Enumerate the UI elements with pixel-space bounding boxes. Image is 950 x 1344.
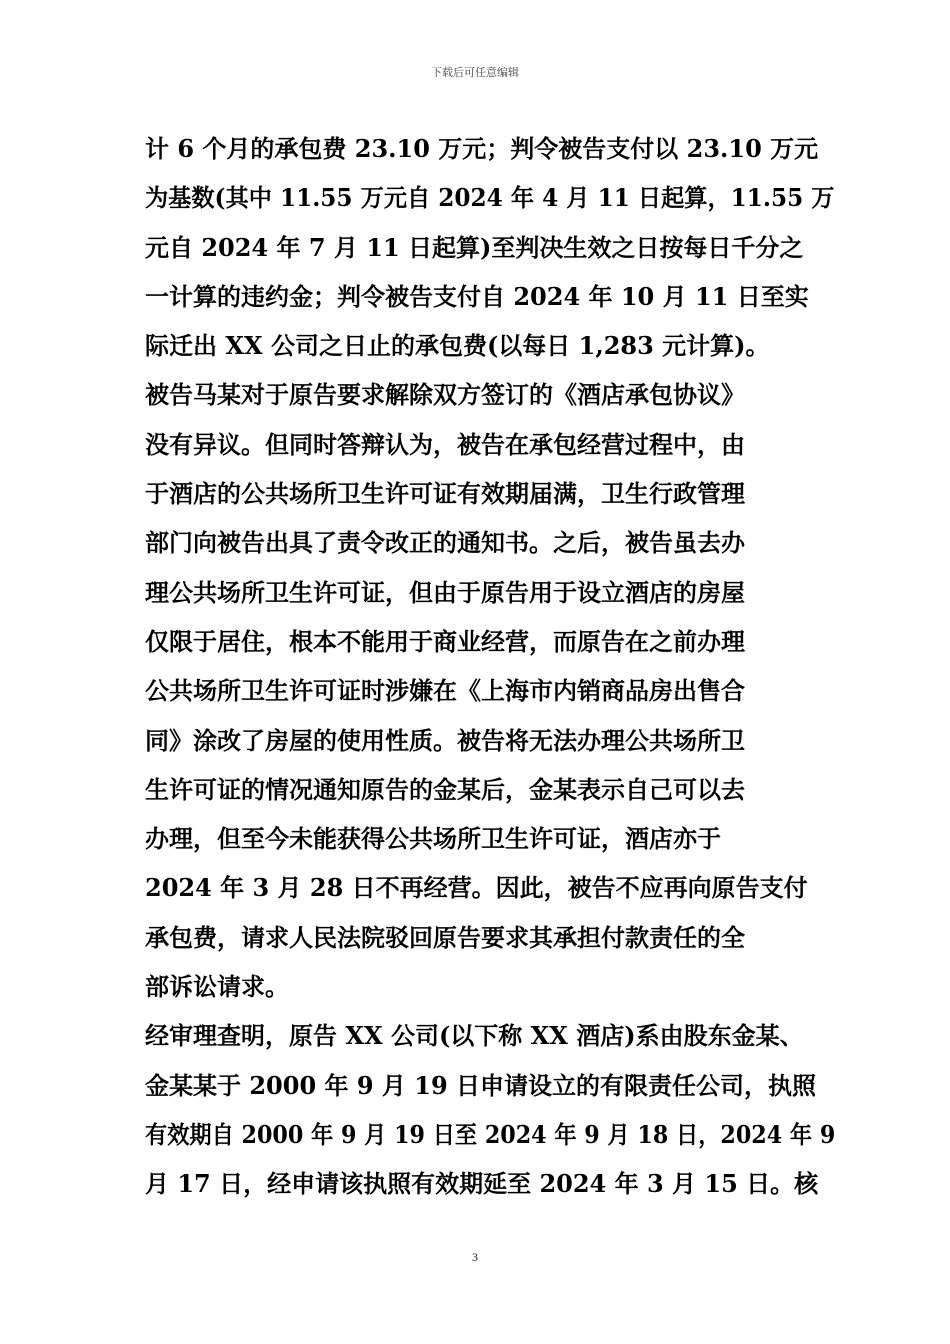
text-line: 没有异议。但同时答辩认为，被告在承包经营过程中，由 — [145, 429, 745, 459]
page-header: 下载后可任意编辑 — [431, 66, 519, 79]
text-line: 部门向被告出具了责令改正的通知书。之后，被告虽去办 — [145, 528, 745, 558]
text-line: 元自 2024 年 7 月 11 日起算)至判决生效之日按每日千分之 — [145, 232, 804, 262]
text-line: 计 6 个月的承包费 23.10 万元；判令被告支付以 23.10 万元 — [145, 134, 819, 163]
paragraph-3 — [145, 1011, 835, 1208]
text-line: 生许可证的情况通知原告的金某后，金某表示自己可以去 — [145, 774, 745, 804]
text-line: 为基数(其中 11.55 万元自 2024 年 4 月 11 日起算，11.55 万 — [145, 183, 835, 213]
text-line: 2024 年 3 月 28 日不再经营。因此，被告不应再向原告支付 — [145, 873, 808, 903]
text-line: 月 17 日，经申请该执照有效期延至 2024 年 3 月 15 日。核 — [145, 1169, 819, 1199]
paragraph-2 — [145, 370, 835, 1011]
document-body — [145, 124, 835, 1209]
text-line: 公共场所卫生许可证时涉嫌在《上海市内销商品房出售合 — [145, 676, 745, 706]
text-line: 有效期自 2000 年 9 月 19 日至 2024 年 9 月 18 日，2024 年 9 — [145, 1119, 836, 1149]
text-line: 一计算的违约金；判令被告支付自 2024 年 10 月 11 日至实 — [145, 281, 809, 311]
text-line: 经审理查明，原告 XX 公司(以下称 XX 酒店)系由股东金某、 — [145, 1021, 804, 1051]
page-number: 3 — [472, 1250, 478, 1264]
text-line: 承包费，请求人民法院驳回原告要求其承担付款责任的全 — [145, 922, 745, 952]
text-line: 际迁出 XX 公司之日止的承包费(以每日 1,283 元计算)。 — [145, 331, 770, 361]
text-line: 仅限于居住，根本不能用于商业经营，而原告在之前办理 — [145, 626, 745, 656]
text-line: 同》涂改了房屋的使用性质。被告将无法办理公共场所卫 — [145, 725, 745, 755]
text-line: 金某某于 2000 年 9 月 19 日申请设立的有限责任公司，执照 — [145, 1070, 817, 1100]
text-line: 理公共场所卫生许可证，但由于原告用于设立酒店的房屋 — [145, 577, 745, 607]
text-line: 办理，但至今未能获得公共场所卫生许可证，酒店亦于 — [145, 824, 721, 854]
paragraph-1 — [145, 124, 835, 370]
text-line: 部诉讼请求。 — [145, 972, 289, 1002]
text-line: 被告马某对于原告要求解除双方签订的《酒店承包协议》 — [145, 380, 745, 410]
text-line: 于酒店的公共场所卫生许可证有效期届满，卫生行政管理 — [145, 479, 745, 509]
